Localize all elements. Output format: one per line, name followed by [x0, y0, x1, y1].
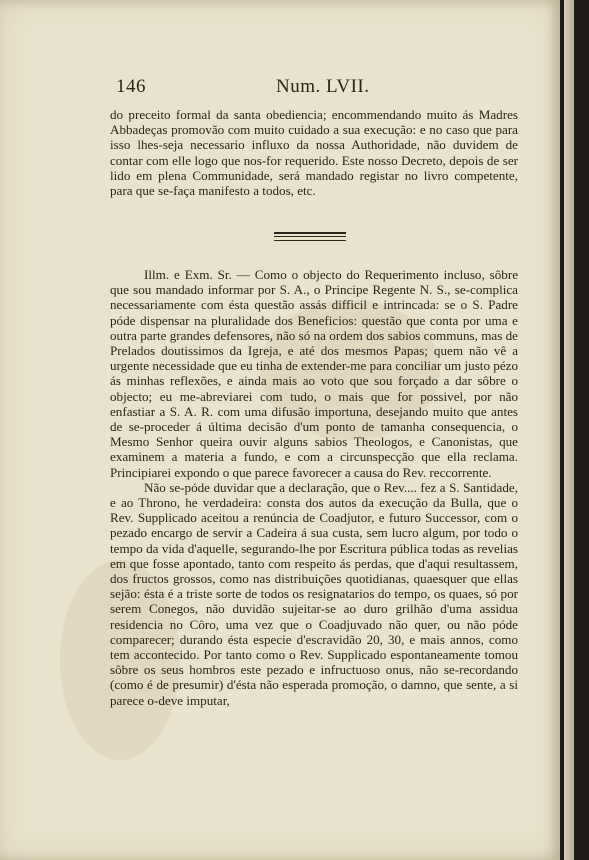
page-number: 146: [116, 76, 146, 97]
next-page-edge: [564, 0, 574, 860]
letter-text: [110, 267, 518, 708]
book-edge: [560, 0, 589, 860]
issue-title: Num. LVII.: [276, 76, 370, 97]
section-divider: [274, 232, 346, 241]
page-header: [116, 76, 516, 100]
decree-closing-text: [110, 107, 518, 198]
paragraph: Illm. e Exm. Sr. — Como o objecto do Requerimento incluso, sôbre que sou mandado informar por S. A., o Principe Regente N. S., se-complica necessariamente com ésta questão assás difficil e intrincada: se o S. Padre póde dispensar na pluralidade dos Beneficios: questão que conta por uma e outra parte grandes defensores, não só na ordem dos sabios communs, mas de Prelados doutissimos da Igreja, e até dos mesmos Papas; quem não vê a urgente necessidade que eu tinha de extender-me para conciliar um justo pézo ás minhas reflexões, e ainda mais ao voto que sou forçado a dar sôbre o objecto; eu me-abreviarei com tudo, o mais que for possivel, por não enfastiar a S. A. R. com uma difusão importuna, desejando muito que antes de se-proceder á última decisão d'um ponto de tamanha consequencia, o Mesmo Senhor queira ouvir alguns sabios Theologos, e Canonistas, que examinem a materia a fundo, e com a circunspecção que ella reclama. Principiarei expondo o que parece favorecer a causa do Rev. reccorrente.: [110, 267, 518, 480]
paragraph: do preceito formal da santa obediencia; encommendando muito ás Madres Abbadeças promovão com muito cuidado a sua execução: e no caso que para isso lhes-seja necessario influxo da nossa Authoridade, não duvidem de contar com elle logo que nos-for requerido. Este nosso Decreto, depois de ser lido em plena Communidade, será mandado registar no livro competente, para que se-faça manifesto a todos, etc.: [110, 107, 518, 199]
paragraph: Não se-póde duvidar que a declaração, que o Rev.... fez a S. Santidade, e ao Throno, he verdadeira: consta dos autos da execução da Bulla, que o Rev. Supplicado aceitou a renúncia de Coadjutor, e futuro Successor, com o pezado encargo de servir a Cadeira á sua custa, sem lucro algum, por todo o tempo da vida d'aquelle, segurando-lhe por Escritura pública todas as revelias em que fosse apontado, tanto com respeito ás perdas, que d'aqui resultassem, dos fructos grossos, como nas distribuições quotidianas, quaesquer que ellas sejão: ésta é a triste sorte de todos os resignatarios do tempo, os quaes, só por serem Conegos, não duvidão sujeitar-se ao duro grilhão d'uma assidua residencia no Côro, uma vez que o Coadjuvado não quer, ou não póde comparecer; durando ésta especie d'escravidão 20, 30, e mais annos, como tem accontecido. Por tanto como o Rev. Supplicado espontaneamente tomou sôbre os seus hombros este pezado e infructuoso onus, não se-recordando (como é de presumir) d'ésta não esperada promoção, o damno, que sente, a si parece o-deve imputar,: [110, 479, 518, 708]
